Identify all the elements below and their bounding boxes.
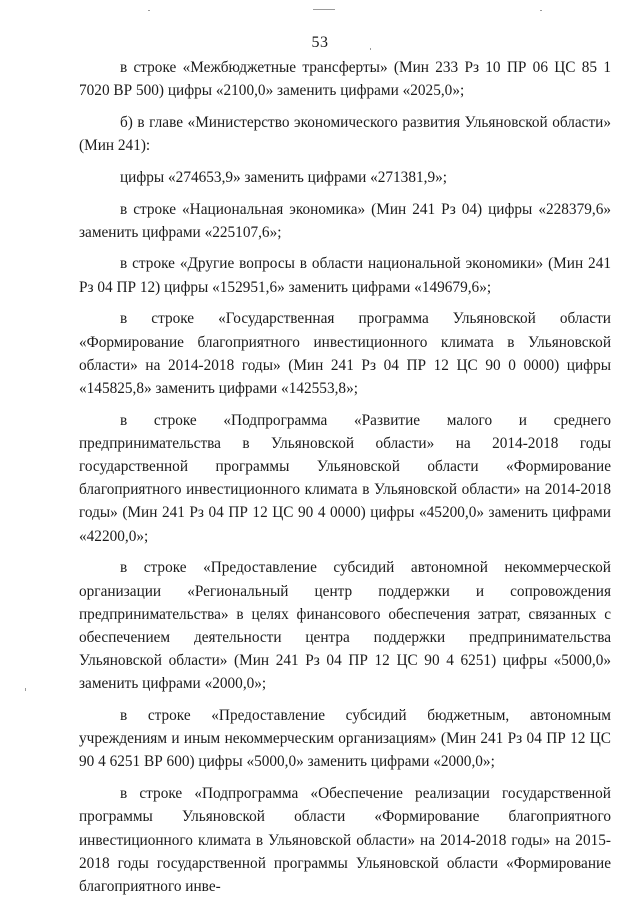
scan-speck [540, 10, 542, 11]
scan-speck [313, 9, 335, 10]
page-number: 53 [311, 34, 329, 51]
paragraph-other-economy: в строке «Другие вопросы в области национальной экономики» (Мин 241 Рз 04 ПР 12) цифры «152951,6» заменить цифрами «149679,6»; [79, 255, 611, 296]
paragraph-transfers: в строке «Межбюджетные трансферты» (Мин 233 Рз 10 ПР 06 ЦС 85 1 7020 ВР 500) цифры «2100,0» заменить цифрами «2025,0»; [79, 59, 611, 100]
paragraph-subprogram-support: в строке «Подпрограмма «Обеспечение реализации государственной программы Ульяновской области «Формирование благоприятного инвестиционного климата в Ульяновской области» на 2014-2018 годы» на 2015-2018 годы государственной программы Ульяновской области «Формирование благоприятного инве- [79, 785, 611, 895]
paragraph-national-economy: в строке «Национальная экономика» (Мин 241 Рз 04) цифры «228379,6» заменить цифрами «225107,6»; [79, 200, 611, 241]
scan-speck [148, 10, 150, 11]
paragraph-total-figures: цифры «274653,9» заменить цифрами «271381,9»; [120, 168, 448, 186]
scan-speck [25, 688, 26, 691]
document-body [79, 56, 611, 907]
paragraph-subsidies-ano: в строке «Предоставление субсидий автономной некоммерческой организации «Региональный центр поддержки и сопровождения предпринимательства» в целях финансового обеспечения затрат, связанных с обеспечением деятельности центра поддержки предпринимательства Ульяновской области» (Мин 241 Рз 04 ПР 12 ЦС 90 4 6251) цифры «5000,0» заменить цифрами «2000,0»; [79, 559, 611, 693]
paragraph-state-program: в строке «Государственная программа Ульяновской области «Формирование благоприятного инвестиционного климата в Ульяновской области» на 2014-2018 годы» (Мин 241 Рз 04 ПР 12 ЦС 90 0 0000) цифры «145825,8» заменить цифрами «142553,8»; [79, 310, 611, 397]
paragraph-chapter-b: б) в главе «Министерство экономического развития Ульяновской области» (Мин 241): [79, 113, 611, 155]
paragraph-subsidies-budget: в строке «Предоставление субсидий бюджетным, автономным учреждениям и иным некоммерческим организациям» (Мин 241 Рз 04 ПР 12 ЦС 90 4 6251 ВР 600) цифры «5000,0» заменить цифрами «2000,0»; [79, 707, 611, 771]
paragraph-subprogram-sme: в строке «Подпрограмма «Развитие малого и среднего предпринимательства в Ульяновской области» на 2014-2018 годы государственной программы Ульяновской области «Формирование благоприятного инвестиционного климата в Ульяновской области» на 2014-2018 годы» (Мин 241 Рз 04 ПР 12 ЦС 90 4 0000) цифры «45200,0» заменить цифрами «42200,0»; [79, 411, 611, 545]
